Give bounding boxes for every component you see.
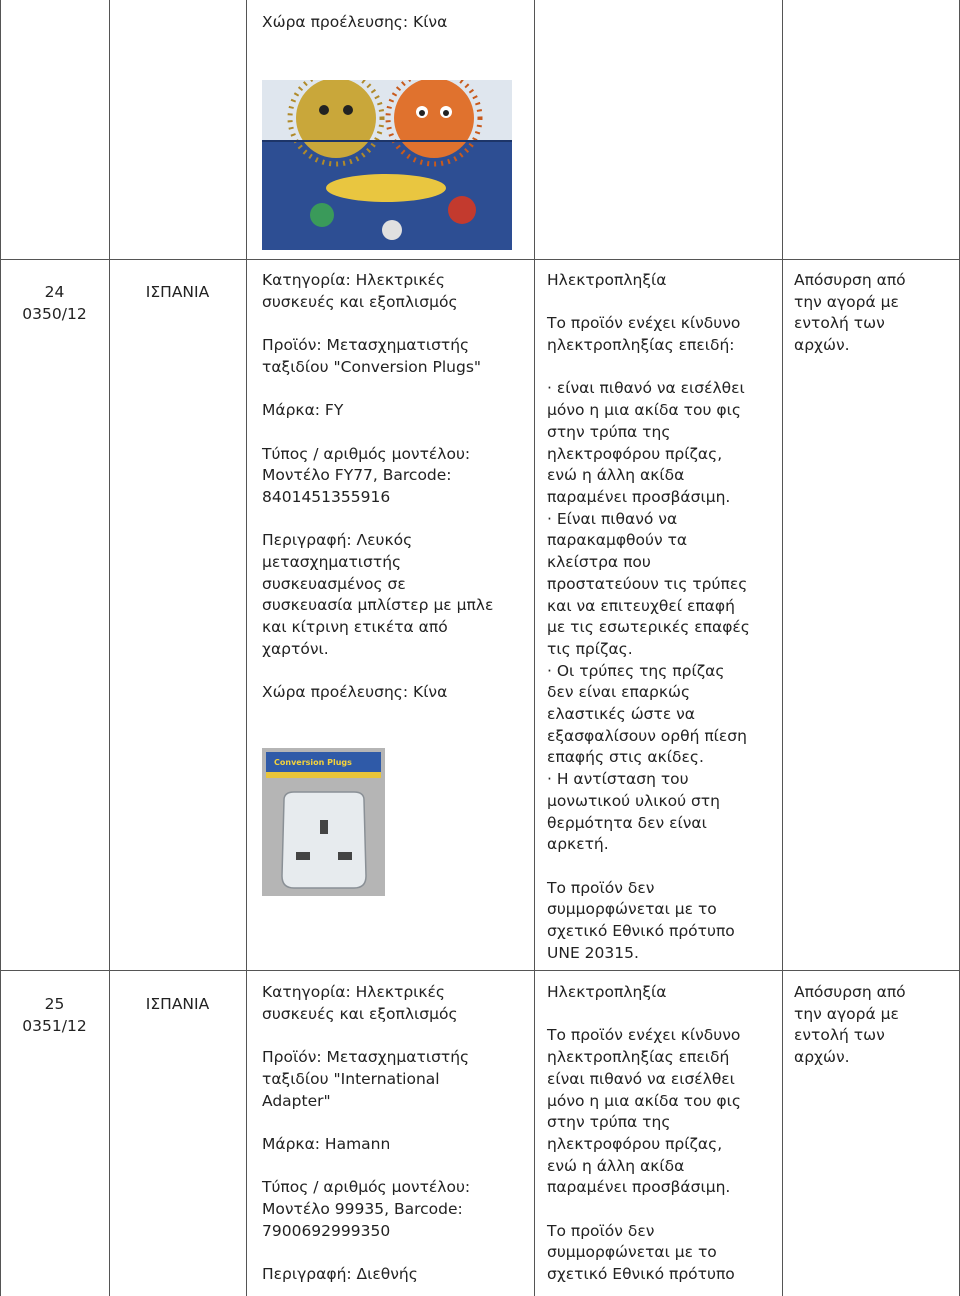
risk-reason: παρακαμφθούν τα xyxy=(547,531,688,550)
product-line: ταξιδίου "International xyxy=(262,1069,440,1088)
model-line: Τύπος / αριθμός μοντέλου: xyxy=(262,444,471,463)
risk-reason: προστατεύουν τις τρύπες xyxy=(547,574,748,593)
risk-reason: στην τρύπα της xyxy=(547,422,671,441)
product-line: Προϊόν: Μετασχηματιστής xyxy=(262,1048,470,1067)
risk-title: Ηλεκτροπληξία xyxy=(547,271,667,289)
model-line: Τύπος / αριθμός μοντέλου: xyxy=(262,1178,471,1197)
conversion-plug-illustration xyxy=(262,748,385,896)
country-name: ΙΣΠΑΝΙΑ xyxy=(145,995,210,1013)
risk-reason: μονωτικού υλικού στη xyxy=(547,791,720,810)
model-line: Μοντέλο 99935, Barcode: xyxy=(262,1199,463,1218)
risk-intro: ηλεκτροπληξίας επειδή: xyxy=(547,336,735,355)
product-line: Προϊόν: Μετασχηματιστής xyxy=(262,336,470,355)
risk-reason: · Η αντίσταση του xyxy=(547,770,689,789)
product-line: ταξιδίου "Conversion Plugs" xyxy=(262,357,482,376)
measure-line: εντολή των xyxy=(794,314,885,333)
conversion-plug-photo xyxy=(262,748,385,896)
row-24-risk-cell xyxy=(547,270,779,964)
row-25-number-cell xyxy=(2,994,107,1037)
row-24-number-cell xyxy=(2,282,107,325)
description-line: χαρτόνι. xyxy=(262,639,329,658)
row-number: 24 xyxy=(44,283,65,301)
row-24-measures-cell xyxy=(794,270,956,357)
risk-body: ενώ η άλλη ακίδα xyxy=(547,1156,685,1175)
category-line: Κατηγορία: Ηλεκτρικές xyxy=(262,271,446,289)
row-number: 25 xyxy=(44,995,65,1013)
notification-number: 0351/12 xyxy=(22,1016,87,1035)
col-divider-2 xyxy=(246,0,247,1296)
measure-line: αρχών. xyxy=(794,1048,850,1067)
category-line: Κατηγορία: Ηλεκτρικές xyxy=(262,983,446,1001)
toy-balls-photo xyxy=(262,80,512,250)
risk-reason: · Οι τρύπες της πρίζας xyxy=(547,661,725,680)
row-25-measures-cell xyxy=(794,982,956,1069)
risk-body: Το προϊόν ενέχει κίνδυνο xyxy=(547,1026,741,1045)
risk-conclusion: UNE 20315. xyxy=(547,943,639,962)
prev-row-product-cell xyxy=(262,12,530,34)
brand-line: Μάρκα: FY xyxy=(262,401,344,420)
brand-line: Μάρκα: Hamann xyxy=(262,1134,391,1153)
risk-reason: παραμένει προσβάσιμη. xyxy=(547,488,731,506)
measure-line: την αγορά με xyxy=(794,292,899,311)
row-divider-24 xyxy=(0,259,960,260)
toy-balls-illustration xyxy=(262,80,512,250)
table-border-left xyxy=(0,0,1,1296)
risk-body: μόνο η μια ακίδα του φις xyxy=(547,1091,741,1110)
row-divider-25 xyxy=(0,970,960,971)
row-25-country-cell xyxy=(111,994,244,1016)
risk-body: ηλεκτροφόρου πρίζας, xyxy=(547,1134,723,1153)
row-24-product-cell xyxy=(262,270,532,704)
model-line: 8401451355916 xyxy=(262,487,391,506)
col-divider-4 xyxy=(782,0,783,1296)
description-line: μετασχηματιστής xyxy=(262,553,402,572)
category-line: συσκευές και εξοπλισμός xyxy=(262,1004,458,1023)
model-line: 7900692999350 xyxy=(262,1221,391,1240)
risk-reason: μόνο η μια ακίδα του φις xyxy=(547,401,741,420)
description-line: Περιγραφή: Λευκός xyxy=(262,531,413,550)
measure-line: εντολή των xyxy=(794,1026,885,1045)
risk-conclusion: συμμορφώνεται με το xyxy=(547,1243,717,1262)
country-name: ΙΣΠΑΝΙΑ xyxy=(145,283,210,301)
risk-reason: εξασφαλίσουν ορθή πίεση xyxy=(547,726,747,745)
col-divider-1 xyxy=(109,0,110,1296)
row-25-risk-cell xyxy=(547,982,779,1286)
notification-number: 0350/12 xyxy=(22,304,87,323)
risk-body: παραμένει προσβάσιμη. xyxy=(547,1178,731,1197)
description-line: συσκευασία μπλίστερ με μπλε xyxy=(262,596,494,615)
risk-conclusion: συμμορφώνεται με το xyxy=(547,900,717,919)
description-line: και κίτρινη ετικέτα από xyxy=(262,618,448,637)
risk-body: στην τρύπα της xyxy=(547,1113,671,1132)
risk-body: ηλεκτροπληξίας επειδή xyxy=(547,1048,730,1067)
risk-reason: κλείστρα που xyxy=(547,553,651,572)
risk-reason: αρκετή. xyxy=(547,835,609,854)
risk-conclusion: σχετικό Εθνικό πρότυπο xyxy=(547,1265,735,1284)
risk-body: είναι πιθανό να εισέλθει xyxy=(547,1069,735,1088)
description-line: συσκευασμένος σε xyxy=(262,574,406,593)
category-line: συσκευές και εξοπλισμός xyxy=(262,292,458,311)
row-25-product-cell xyxy=(262,982,532,1286)
risk-conclusion: σχετικό Εθνικό πρότυπο xyxy=(547,922,735,941)
origin-line: Χώρα προέλευσης: Κίνα xyxy=(262,683,448,702)
risk-title: Ηλεκτροπληξία xyxy=(547,983,667,1001)
risk-reason: δεν είναι επαρκώς xyxy=(547,683,691,702)
risk-reason: · είναι πιθανό να εισέλθει xyxy=(547,379,745,398)
col-divider-3 xyxy=(534,0,535,1296)
risk-conclusion: Το προϊόν δεν xyxy=(547,1221,655,1240)
description-line: Περιγραφή: Διεθνής xyxy=(262,1265,418,1284)
risk-reason: · Είναι πιθανό να xyxy=(547,509,678,528)
risk-reason: θερμότητα δεν είναι xyxy=(547,813,707,832)
risk-intro: Το προϊόν ενέχει κίνδυνο xyxy=(547,314,741,333)
risk-reason: ενώ η άλλη ακίδα xyxy=(547,466,685,485)
row-24-country-cell xyxy=(111,282,244,304)
measure-line: αρχών. xyxy=(794,336,850,355)
product-line: Adapter" xyxy=(262,1091,331,1110)
measure-line: Απόσυρση από xyxy=(794,271,906,289)
risk-conclusion: Το προϊόν δεν xyxy=(547,878,655,897)
risk-reason: ηλεκτροφόρου πρίζας, xyxy=(547,444,723,463)
risk-reason: τις πρίζας. xyxy=(547,639,633,658)
risk-reason: επαφής στις ακίδες. xyxy=(547,748,704,767)
model-line: Μοντέλο FY77, Barcode: xyxy=(262,466,452,485)
origin-text: Χώρα προέλευσης: Κίνα xyxy=(262,13,448,31)
measure-line: Απόσυρση από xyxy=(794,983,906,1001)
measure-line: την αγορά με xyxy=(794,1004,899,1023)
risk-reason: με τις εσωτερικές επαφές xyxy=(547,618,750,637)
risk-reason: ελαστικές ώστε να xyxy=(547,705,696,724)
risk-reason: και να επιτευχθεί επαφή xyxy=(547,596,735,615)
package-label: Conversion Plugs xyxy=(274,758,352,767)
